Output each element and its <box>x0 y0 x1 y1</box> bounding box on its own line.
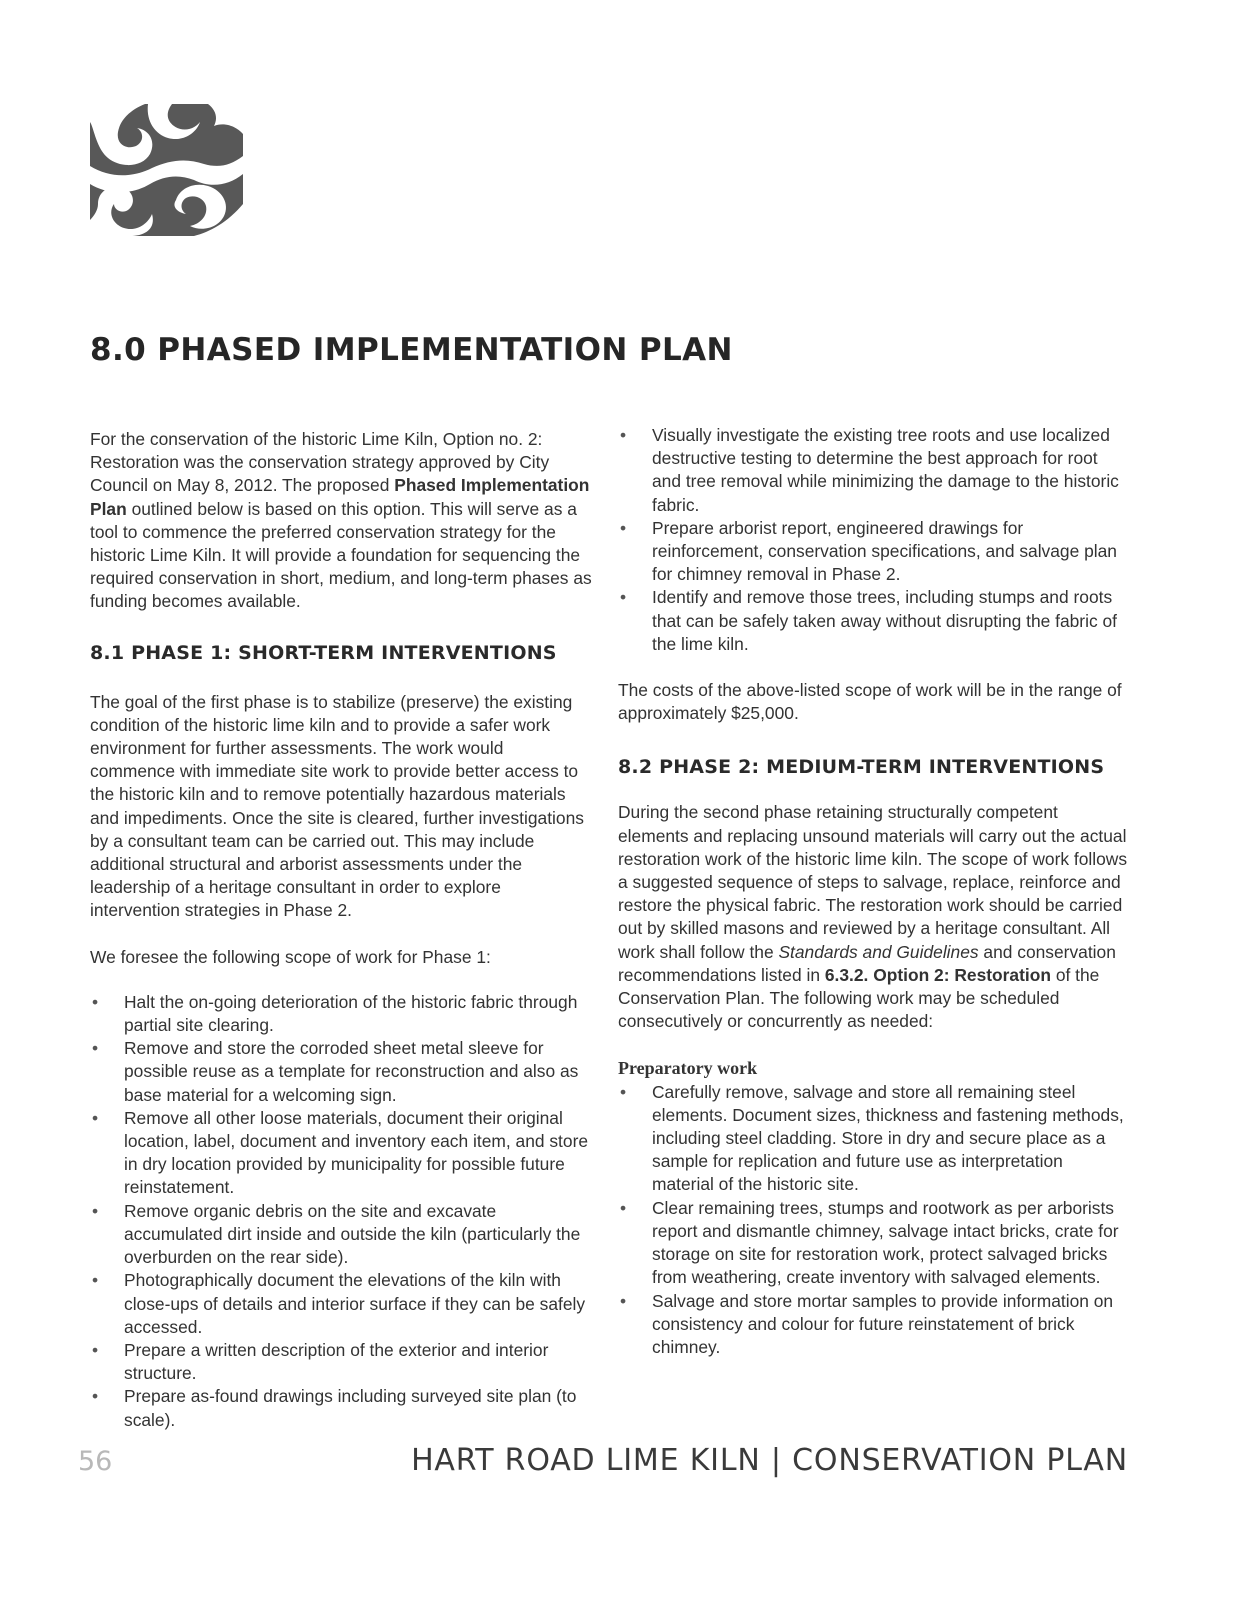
phase2-bold-reference: 6.3.2. Option 2: Restoration <box>824 964 1051 985</box>
phase2-heading: 8.2 PHASE 2: MEDIUM-TERM INTERVENTIONS <box>618 756 1105 779</box>
list-item: • Photographically document the elevations of the kiln with close-ups of details and interior surface if they can be safely accessed. <box>90 1269 592 1339</box>
list-item: • Visually investigate the existing tree roots and use localized destructive testing to determine the best approach for root and tree removal while minimizing the damage to the historic fabric. <box>618 424 1128 517</box>
phase2-paragraph <box>618 801 1128 1033</box>
phase1-list-continued <box>618 424 1128 656</box>
phase2-text-end: of the Conservation Plan. The following work may be scheduled consecutively or concurrently as needed: <box>618 964 1100 1032</box>
right-column <box>618 424 1128 1359</box>
ampersand-swirl-logo <box>90 104 243 236</box>
document-title: HART ROAD LIME KILN | CONSERVATION PLAN <box>411 1443 1128 1478</box>
phase1-paragraph: The goal of the first phase is to stabilize (preserve) the existing condition of the historic lime kiln and to provide a safer work environment for further assessments. The work would commence with immediate site work to provide better access to the historic kiln and to remove potentially hazardous materials and impediments. Once the site is cleared, further investigations by a consultant team can be carried out. This may include additional structural and arborist assessments under the leadership of a heritage consultant in order to explore intervention strategies in Phase 2. <box>90 691 584 921</box>
intro-paragraph <box>90 428 592 614</box>
list-item: • Identify and remove those trees, including stumps and roots that can be safely taken away without disrupting the fabric of the lime kiln. <box>618 586 1128 656</box>
list-item: • Prepare a written description of the exterior and interior structure. <box>90 1339 592 1385</box>
intro-text-cont: outlined below is based on this option. This will serve as a tool to commence the preferred conservation strategy for the historic Lime Kiln. It will provide a foundation for sequencing the required conservation in short, medium, and long-term phases as funding becomes available. <box>90 498 592 612</box>
phase2-list <box>618 1081 1128 1359</box>
list-item: • Prepare as-found drawings including surveyed site plan (to scale). <box>90 1385 592 1431</box>
phase1-heading: 8.1 PHASE 1: SHORT-TERM INTERVENTIONS <box>90 641 557 664</box>
page-title: 8.0 PHASED IMPLEMENTATION PLAN <box>90 332 733 368</box>
page-number: 56 <box>78 1446 113 1477</box>
phase1-list <box>90 991 592 1432</box>
list-item: • Halt the on-going deterioration of the historic fabric through partial site clearing. <box>90 991 592 1037</box>
left-column <box>90 428 592 1432</box>
list-item: • Carefully remove, salvage and store all remaining steel elements. Document sizes, thickness and fastening methods, including steel cladding. Store in dry and secure place as a sample for replication and future use as interpretation material of the historic site. <box>618 1081 1128 1197</box>
phase1-cost: The costs of the above-listed scope of work will be in the range of approximately $25,000. <box>618 680 1122 724</box>
intro-text: For the conservation of the historic Lime Kiln, Option no. 2: Restoration was the conservation strategy approved by City Council on May 8, 2012. The proposed <box>90 429 550 496</box>
list-item: • Clear remaining trees, stumps and rootwork as per arborists report and dismantle chimney, salvage intact bricks, crate for storage on site for restoration work, protect salvaged bricks from weathering, create inventory with salvaged elements. <box>618 1197 1128 1290</box>
phase2-text-cont: and conservation recommendations listed in <box>618 941 1116 985</box>
list-item: • Remove and store the corroded sheet metal sleeve for possible reuse as a template for reconstruction and also as base material for a welcoming sign. <box>90 1037 592 1107</box>
phase1-scope-intro: We foresee the following scope of work for Phase 1: <box>90 946 491 967</box>
phase2-italic-text: Standards and Guidelines <box>778 941 979 962</box>
intro-bold-text: Phased Implementation Plan <box>90 475 590 519</box>
preparatory-work-heading: Preparatory work <box>618 1058 758 1079</box>
list-item: • Salvage and store mortar samples to provide information on consistency and colour for future reinstatement of brick chimney. <box>618 1290 1128 1360</box>
phase2-text: During the second phase retaining structurally competent elements and replacing unsound materials will carry out the actual restoration work of the historic lime kiln. The scope of work follows a suggested sequence of steps to salvage, replace, reinforce and restore the physical fabric. The restoration work should be carried out by skilled masons and reviewed by a heritage consultant. All work shall follow the <box>618 802 1128 962</box>
list-item: • Remove all other loose materials, document their original location, label, document and inventory each item, and store in dry location provided by municipality for possible future reinstatement. <box>90 1107 592 1200</box>
list-item: • Remove organic debris on the site and excavate accumulated dirt inside and outside the kiln (particularly the overburden on the rear side). <box>90 1200 592 1270</box>
list-item: • Prepare arborist report, engineered drawings for reinforcement, conservation specifications, and salvage plan for chimney removal in Phase 2. <box>618 517 1128 587</box>
